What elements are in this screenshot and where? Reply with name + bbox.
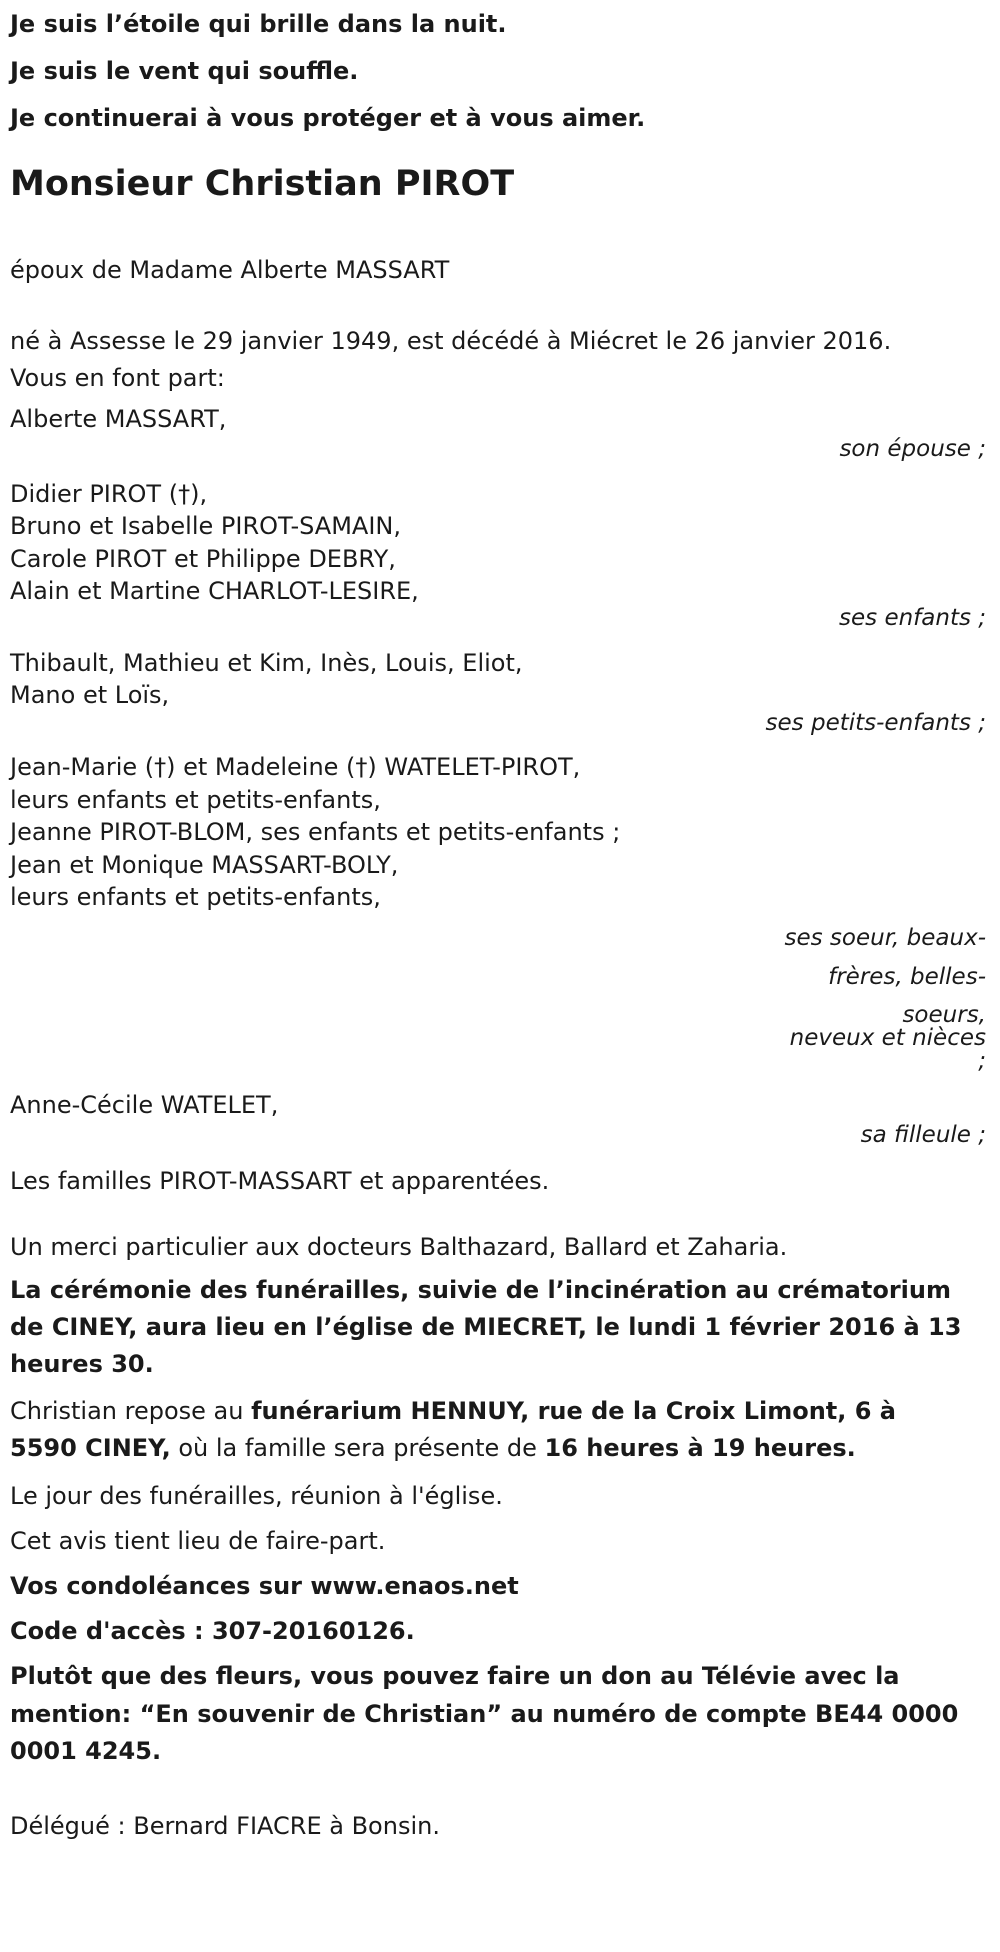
verse-line: Je suis le vent qui souffle. — [10, 57, 359, 86]
role-label — [776, 919, 990, 1072]
announce-line: Vous en font part: — [10, 363, 225, 392]
delegate-line: Délégué : Bernard FIACRE à Bonsin. — [10, 1811, 440, 1840]
family-name: Jean-Marie (†) et Madeleine (†) WATELET-PIROT, — [10, 753, 581, 782]
rest-line — [10, 1430, 990, 1467]
group-children — [10, 478, 990, 633]
rest-paragraph — [10, 1393, 990, 1467]
family-name: leurs enfants et petits-enfants, — [10, 785, 381, 814]
donation-line: Plutôt que des fleurs, vous pouvez faire un don au Télévie avec la — [10, 1662, 900, 1691]
donation-line: mention: “En souvenir de Christian” au numéro de compte BE44 0000 — [10, 1699, 959, 1728]
family-name: Bruno et Isabelle PIROT-SAMAIN, — [10, 512, 402, 541]
rest-pre: Christian repose au — [10, 1397, 252, 1426]
ceremony-paragraph — [10, 1272, 990, 1384]
funeral-home: funérarium HENNUY, rue de la Croix Limont, 6 à — [251, 1397, 897, 1426]
spouse-line: époux de Madame Alberte MASSART — [10, 255, 450, 284]
donation-line: 0001 4245. — [10, 1736, 162, 1765]
role-label: ses petits-enfants ; — [765, 709, 986, 736]
group-spouse — [10, 401, 990, 464]
role-label: sa filleule ; — [860, 1121, 986, 1148]
visiting-hours: 16 heures à 19 heures. — [544, 1434, 856, 1463]
thanks-line: Un merci particulier aux docteurs Balthazard, Ballard et Zaharia. — [10, 1232, 788, 1261]
birth-death-line: né à Assesse le 29 janvier 1949, est décédé à Miécret le 26 janvier 2016. — [10, 326, 892, 355]
role-line: ses soeur, beaux- — [784, 925, 986, 952]
funeral-home-city: 5590 CINEY, — [10, 1434, 171, 1463]
group-siblings — [10, 751, 990, 1072]
families-line: Les familles PIROT-MASSART et apparentées. — [10, 1167, 550, 1196]
family-name: Anne-Cécile WATELET, — [10, 1090, 279, 1119]
group-grandchildren — [10, 647, 990, 737]
verse-line: Je continuerai à vous protéger et à vous aimer. — [10, 104, 646, 133]
access-code-line: Code d'accès : 307-20160126. — [10, 1617, 415, 1646]
family-name: Jeanne PIROT-BLOM, ses enfants et petits-enfants ; — [10, 818, 621, 847]
verse-line: Je suis l’étoile qui brille dans la nuit. — [10, 10, 507, 38]
notice-line: Cet avis tient lieu de faire-part. — [10, 1526, 386, 1555]
role-line: soeurs, — [902, 1001, 986, 1028]
role-line: neveux et nièces ; — [789, 1024, 986, 1074]
ceremony-line: heures 30. — [10, 1350, 154, 1379]
group-goddaughter — [10, 1087, 990, 1150]
role-label: son épouse ; — [839, 436, 986, 463]
family-name: Jean et Monique MASSART-BOLY, — [10, 850, 399, 879]
role-label: ses enfants ; — [839, 605, 986, 632]
family-name: Alain et Martine CHARLOT-LESIRE, — [10, 577, 419, 606]
family-name: Alberte MASSART, — [10, 405, 227, 434]
ceremony-line: La cérémonie des funérailles, suivie de l’incinération au crématorium — [10, 1275, 951, 1304]
page-title: Monsieur Christian PIROT — [10, 163, 515, 204]
family-name: leurs enfants et petits-enfants, — [10, 883, 381, 911]
rest-line — [10, 1393, 990, 1430]
gathering-line: Le jour des funérailles, réunion à l'église. — [10, 1481, 503, 1510]
family-name: Didier PIROT (†), — [10, 479, 208, 508]
rest-mid: où la famille sera présente de — [170, 1434, 545, 1463]
role-line: frères, belles- — [828, 964, 986, 991]
donation-paragraph — [10, 1658, 990, 1770]
poem-verse — [10, 0, 990, 138]
family-name: Thibault, Mathieu et Kim, Inès, Louis, Eliot, — [10, 649, 523, 678]
family-name: Mano et Loïs, — [10, 681, 170, 710]
family-name: Carole PIROT et Philippe DEBRY, — [10, 544, 396, 573]
condolences-line: Vos condoléances sur www.enaos.net — [10, 1572, 519, 1601]
ceremony-line: de CINEY, aura lieu en l’église de MIECRET, le lundi 1 février 2016 à 13 — [10, 1312, 962, 1341]
